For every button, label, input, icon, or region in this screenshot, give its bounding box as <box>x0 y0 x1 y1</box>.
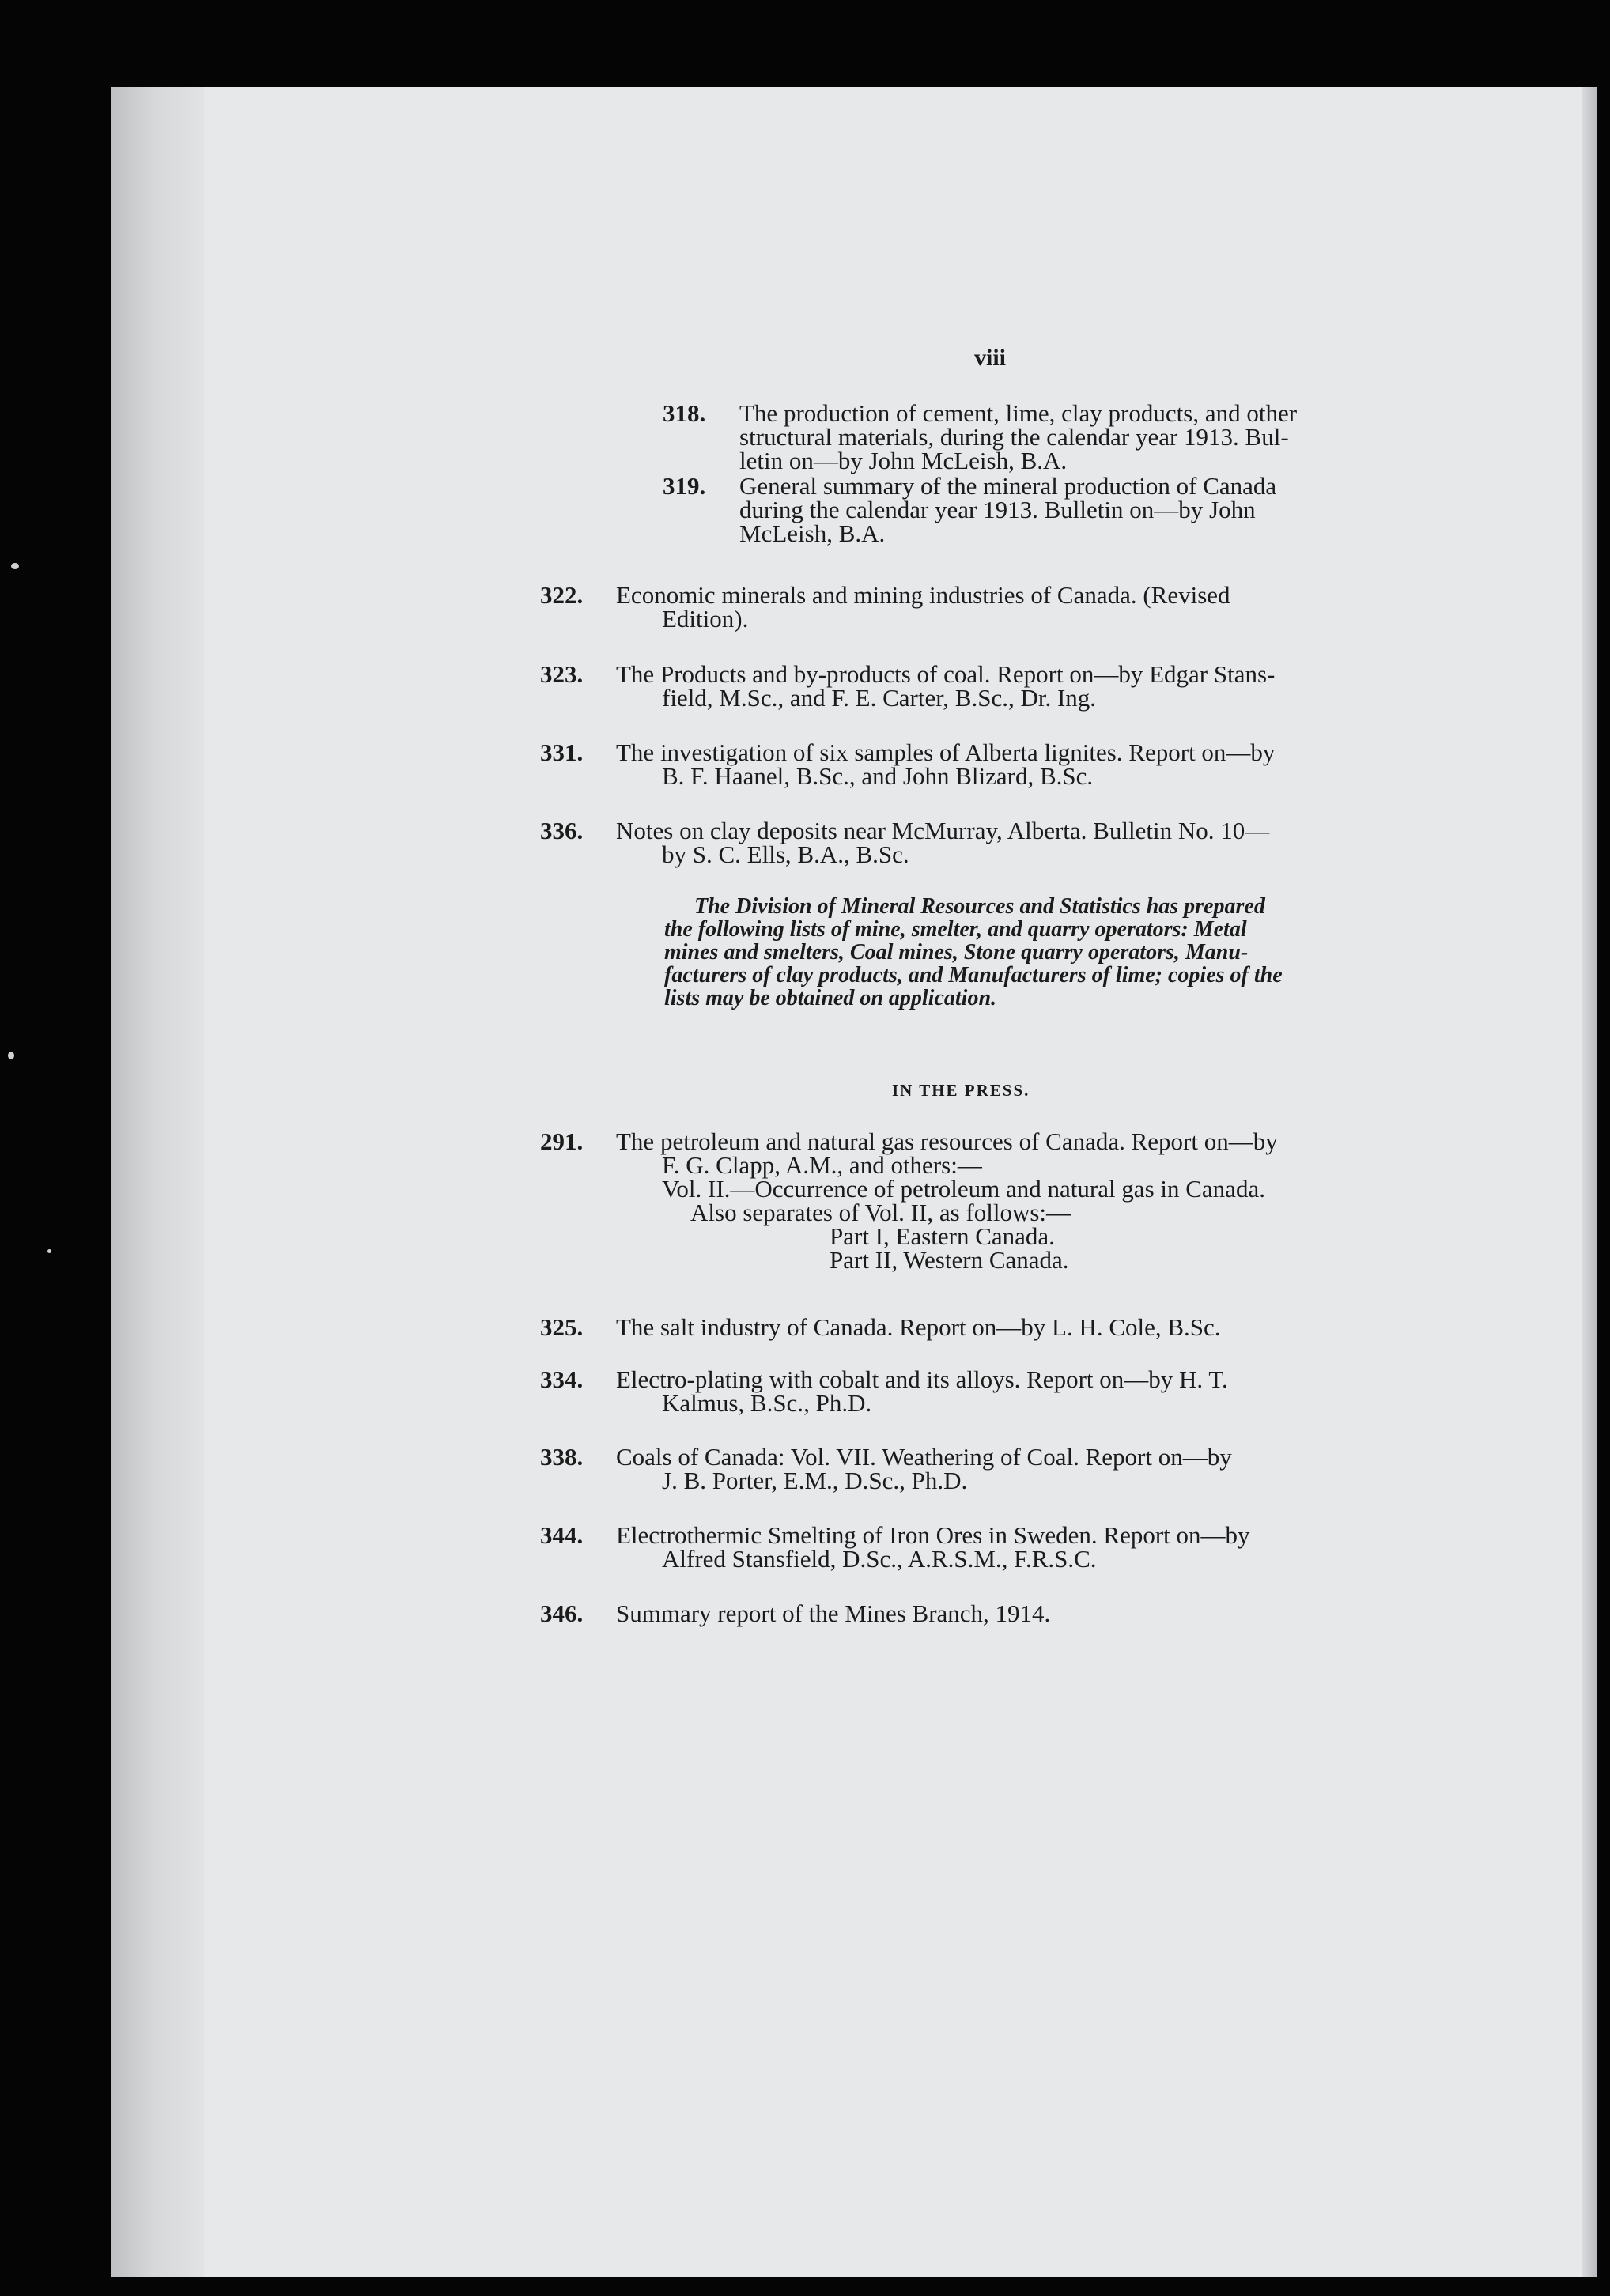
entry-text <box>616 660 1455 712</box>
entry-text <box>616 1599 1455 1627</box>
entry-line: Economic minerals and mining industries of Canada. (Revised <box>616 581 1230 609</box>
entry-line: Coals of Canada: Vol. VII. Weathering of Coal. Report on—by <box>616 1443 1232 1471</box>
entry-line: J. B. Porter, E.M., D.Sc., Ph.D. <box>662 1467 968 1494</box>
entry-line: Kalmus, B.Sc., Ph.D. <box>662 1389 872 1417</box>
entry-line: letin on—by John McLeish, B.A. <box>739 447 1068 474</box>
entry-number: 319. <box>663 472 706 500</box>
section-heading-in-the-press: IN THE PRESS. <box>892 1081 1030 1100</box>
entry-number: 334. <box>540 1365 584 1393</box>
note-line: the following lists of mine, smelter, and quarry operators: Metal <box>664 917 1247 942</box>
entry-number: 331. <box>540 738 584 766</box>
entry-line: General summary of the mineral production of Canada <box>739 472 1277 500</box>
entry-number: 323. <box>540 660 584 688</box>
note-line: The Division of Mineral Resources and Statistics has prepared <box>694 894 1265 919</box>
note-line: mines and smelters, Coal mines, Stone quarry operators, Manu- <box>664 940 1249 965</box>
entry-line: Alfred Stansfield, D.Sc., A.R.S.M., F.R.S.C. <box>662 1545 1097 1573</box>
note-line: facturers of clay products, and Manufacturers of lime; copies of the <box>664 963 1283 988</box>
note-line: lists may be obtained on application. <box>664 986 997 1010</box>
entry-line: Edition). <box>662 605 749 633</box>
division-note <box>664 895 1455 1010</box>
entry-line: The salt industry of Canada. Report on—by L. H. Cole, B.Sc. <box>616 1313 1221 1341</box>
scan-speck <box>11 563 19 569</box>
entry-text <box>739 474 1455 546</box>
entry-line: The Products and by-products of coal. Report on—by Edgar Stans- <box>616 660 1276 688</box>
entry-text <box>616 1313 1455 1341</box>
entry-line: Notes on clay deposits near McMurray, Alberta. Bulletin No. 10— <box>616 817 1270 844</box>
entry-text <box>616 819 1455 867</box>
entry-line: Also separates of Vol. II, as follows:— <box>690 1199 1071 1226</box>
entry-text <box>739 399 1455 474</box>
entry-line: by S. C. Ells, B.A., B.Sc. <box>662 840 909 868</box>
entry-line: Electro-plating with cobalt and its alloys. Report on—by H. T. <box>616 1365 1228 1393</box>
entry-number: 336. <box>540 817 584 844</box>
entry-line: Part I, Eastern Canada. <box>830 1222 1055 1250</box>
entry-line: structural materials, during the calendar year 1913. Bul- <box>739 423 1289 451</box>
page-binding-edge <box>111 87 204 2277</box>
entry-line: field, M.Sc., and F. E. Carter, B.Sc., Dr. Ing. <box>662 684 1097 712</box>
entry-line: B. F. Haanel, B.Sc., and John Blizard, B.Sc. <box>662 762 1094 790</box>
page-right-edge <box>1582 87 1597 2277</box>
entry-line: The investigation of six samples of Alberta lignites. Report on—by <box>616 738 1276 766</box>
page-number: viii <box>974 345 1007 371</box>
entry-line: Part II, Western Canada. <box>830 1246 1069 1274</box>
entry-line: Electrothermic Smelting of Iron Ores in Sweden. Report on—by <box>616 1521 1250 1549</box>
entry-text <box>616 1445 1455 1493</box>
entry-line: F. G. Clapp, A.M., and others:— <box>662 1151 982 1179</box>
scan-speck <box>47 1249 51 1253</box>
entry-line: during the calendar year 1913. Bulletin on—by John <box>739 496 1256 523</box>
scan-speck <box>8 1052 14 1059</box>
entry-number: 291. <box>540 1127 584 1155</box>
entry-text <box>616 1127 1455 1274</box>
entry-number: 344. <box>540 1521 584 1549</box>
entry-number: 338. <box>540 1443 584 1471</box>
entry-number: 322. <box>540 581 584 609</box>
entry-text <box>616 1365 1455 1417</box>
entry-line: Summary report of the Mines Branch, 1914. <box>616 1599 1051 1627</box>
entry-text <box>616 583 1455 631</box>
entry-text <box>616 738 1455 790</box>
entry-text <box>616 1521 1455 1573</box>
entry-line: The petroleum and natural gas resources of Canada. Report on—by <box>616 1127 1278 1155</box>
entry-line: McLeish, B.A. <box>739 519 886 547</box>
entry-number: 346. <box>540 1599 584 1627</box>
entry-line: The production of cement, lime, clay products, and other <box>739 399 1298 427</box>
entry-number: 318. <box>663 399 706 427</box>
entry-line: Vol. II.—Occurrence of petroleum and natural gas in Canada. <box>662 1175 1265 1203</box>
entry-number: 325. <box>540 1313 584 1341</box>
